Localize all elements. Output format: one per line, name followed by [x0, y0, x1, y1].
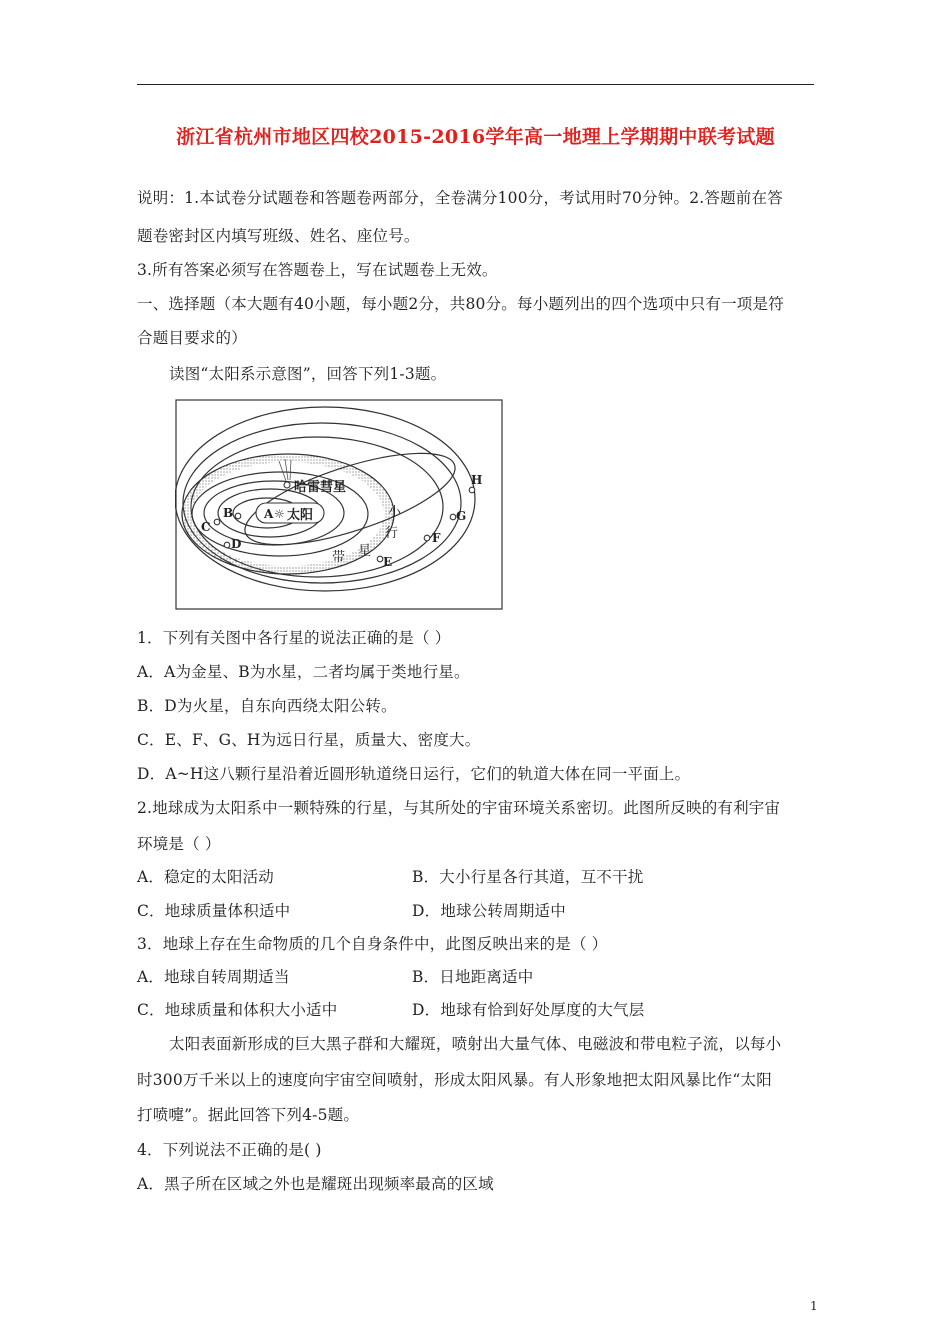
label-d: D: [231, 537, 242, 551]
document-title: 浙江省杭州市地区四校2015-2016学年高一地理上学期期中联考试题: [176, 126, 775, 148]
planet-f: [424, 535, 430, 541]
label-c: C: [201, 520, 211, 534]
instructions-line-2: 题卷密封区内填写班级、姓名、座位号。: [137, 227, 420, 245]
instructions-line-1: 说明：1.本试卷分试题卷和答题卷两部分，全卷满分100分，考试用时70分钟。2.答题前在答: [137, 189, 783, 207]
planet-c: [214, 519, 220, 525]
label-a: A: [264, 507, 274, 521]
q1-stem: 1．下列有关图中各行星的说法正确的是（ ）: [137, 629, 451, 647]
q3-option-c: C．地球质量和体积大小适中: [137, 1001, 338, 1019]
passage-line-3: 打喷嚏”。据此回答下列4-5题。: [137, 1106, 360, 1124]
q3-option-d: D．地球有恰到好处厚度的大气层: [412, 1001, 645, 1019]
label-h: H: [471, 473, 483, 487]
section-heading-line-2: 合题目要求的）: [137, 329, 247, 347]
q2-stem-line-1: 2.地球成为太阳系中一颗特殊的行星，与其所处的宇宙环境关系密切。此图所反映的有利宇宙: [137, 799, 781, 817]
section-heading-line-1: 一、选择题（本大题有40小题，每小题2分，共80分。每小题列出的四个选项中只有一项是符: [137, 295, 784, 313]
label-g: G: [456, 509, 467, 523]
planet-g: [450, 514, 456, 520]
planet-d: [224, 542, 230, 548]
q3-stem: 3．地球上存在生命物质的几个自身条件中，此图反映出来的是（ ）: [137, 935, 608, 953]
page-number: 1: [810, 1299, 818, 1313]
q2-option-b: B．大小行星各行其道，互不干扰: [412, 868, 644, 886]
sun-symbol: ☼: [274, 507, 285, 521]
q2-option-d: D．地球公转周期适中: [412, 902, 566, 920]
label-f: F: [432, 531, 441, 545]
planet-h: [469, 487, 475, 493]
q2-stem-line-2: 环境是（ ）: [137, 835, 221, 853]
q2-option-a: A．稳定的太阳活动: [137, 868, 274, 886]
q4-stem: 4．下列说法不正确的是( ): [137, 1141, 322, 1159]
passage-line-1: 太阳表面新形成的巨大黑子群和大耀斑，喷射出大量气体、电磁波和带电粒子流，以每小: [169, 1035, 782, 1053]
figure-intro: 读图“太阳系示意图”，回答下列1-3题。: [169, 365, 447, 383]
q2-option-c: C．地球质量体积适中: [137, 902, 291, 920]
label-belt-1: 小: [388, 505, 402, 520]
label-b: B: [223, 506, 234, 520]
q1-option-d: D．A~H这八颗行星沿着近圆形轨道绕日运行，它们的轨道大体在同一平面上。: [137, 765, 691, 783]
passage-line-2: 时300万千米以上的速度向宇宙空间喷射，形成太阳风暴。有人形象地把太阳风暴比作“太阳: [137, 1071, 772, 1089]
label-sun: 太阳: [287, 508, 314, 523]
diagram-frame: [176, 400, 502, 609]
instructions-line-3: 3.所有答案必须写在答题卷上，写在试题卷上无效。: [137, 261, 498, 279]
q4-option-a: A．黑子所在区域之外也是耀斑出现频率最高的区域: [137, 1175, 494, 1193]
label-comet: 哈雷彗星: [294, 480, 347, 495]
label-belt-4: 带: [332, 550, 346, 565]
q1-option-b: B．D为火星，自东向西绕太阳公转。: [137, 697, 397, 715]
planet-b: [235, 513, 241, 519]
planet-e: [377, 556, 383, 562]
label-belt-2: 行: [385, 526, 399, 541]
header-rule: [137, 84, 814, 85]
label-belt-3: 星: [358, 544, 372, 559]
q1-option-c: C．E、F、G、H为远日行星，质量大、密度大。: [137, 731, 481, 749]
q3-option-b: B．日地距离适中: [412, 968, 534, 986]
solar-system-diagram: [175, 399, 503, 610]
comet-head: [284, 482, 290, 488]
q3-option-a: A．地球自转周期适当: [137, 968, 290, 986]
q1-option-a: A．A为金星、B为水星，二者均属于类地行星。: [137, 663, 470, 681]
label-e: E: [383, 555, 393, 569]
